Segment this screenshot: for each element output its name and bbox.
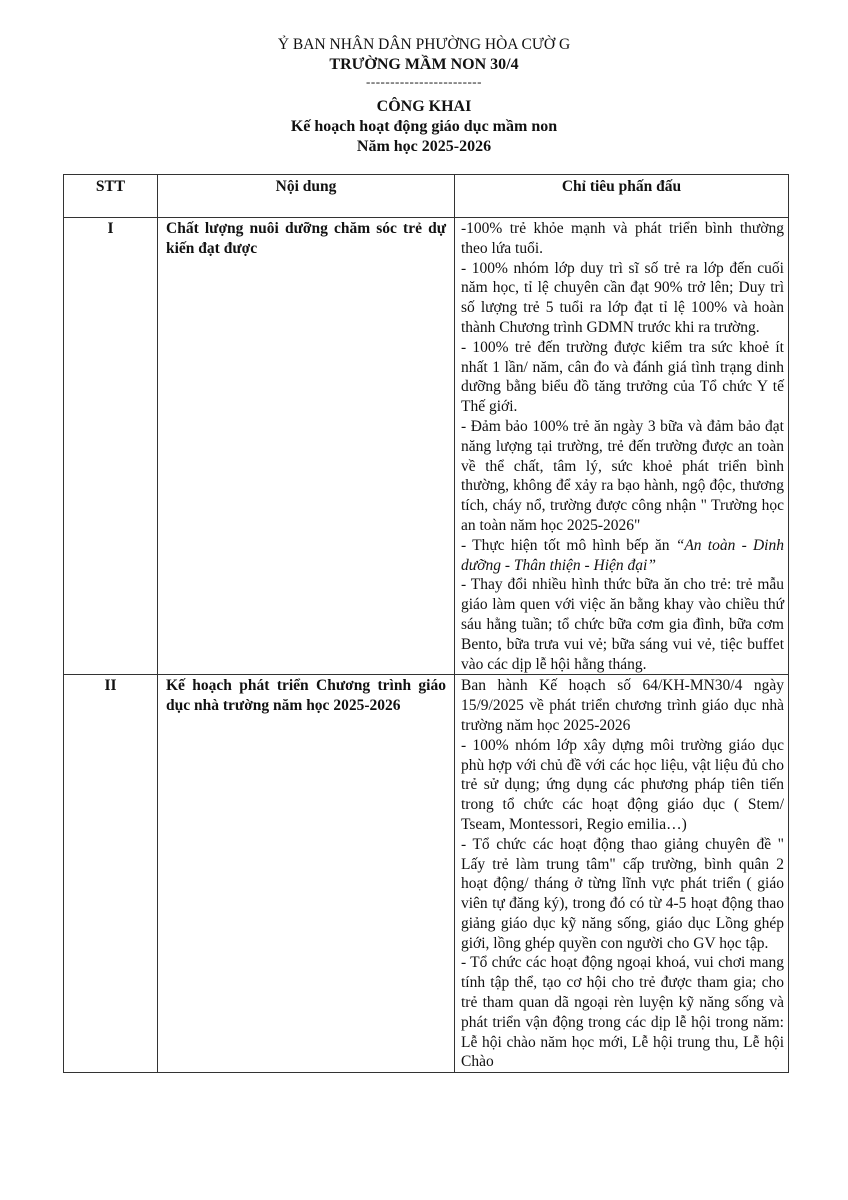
header-targets: Chỉ tiêu phấn đấu — [455, 175, 789, 218]
school-year: Năm học 2025-2026 — [356, 138, 492, 155]
row-content: Chất lượng nuôi dưỡng chăm sóc trẻ dự kiến đạt được — [158, 218, 455, 675]
target-item-kitchen-model — [461, 536, 784, 576]
header-divider: ------------------------ — [366, 74, 482, 89]
target-item: - Tổ chức các hoạt động thao giảng chuyên đề " Lấy trẻ làm trung tâm" cấp trường, bình quân 2 hoạt động/ tháng ở từng lĩnh vực phát triển ( giáo viên tự đăng ký), trong đó có từ 4-5 hoạt động thao giảng giáo dục kỹ năng sống, giáo dục Lồng ghép giới, lồng ghép quyền con người cho GV học tập. — [461, 835, 784, 952]
target-item: - Đảm bảo 100% trẻ ăn ngày 3 bữa và đảm bảo đạt năng lượng tại trường, trẻ đến trường được an toàn về thể chất, tâm lý, sức khoẻ phát triển bình thường, không để xảy ra bạo hành, ngộ độc, thương tích, cháy nổ, trường được công nhận " Trường học an toàn năm học 2025-2026" — [461, 417, 784, 534]
document-title: Kế hoạch hoạt động giáo dục mầm non — [290, 118, 558, 135]
target-item: - 100% nhóm lớp duy trì sĩ số trẻ ra lớp đến cuối năm học, tỉ lệ chuyên cần đạt 90% trở lên; Duy trì số lượng trẻ 5 tuổi ra lớp đạt tỉ lệ 100% và hoàn thành Chương trình GDMN trước khi ra trường. — [461, 259, 784, 336]
row-content: Kế hoạch phát triển Chương trình giáo dục nhà trường năm học 2025-2026 — [158, 675, 455, 1073]
target-item: - Tổ chức các hoạt động ngoại khoá, vui chơi mang tính tập thể, tạo cơ hội cho trẻ được tham gia; cho trẻ tham quan dã ngoại rèn luyện kỹ năng sống và phát triển vận động trong các dịp lễ hội trong năm: Lễ hội chào năm học mới, Lễ hội trung thu, Lễ hội Chào — [461, 954, 784, 1071]
document-header — [0, 35, 848, 157]
announcement-heading: CÔNG KHAI — [376, 98, 472, 115]
row-targets — [455, 218, 789, 675]
row-targets — [455, 675, 789, 1073]
target-item: - 100% nhóm lớp xây dựng môi trường giáo dục phù hợp với chủ đề với các học liệu, vật liệu đủ cho trẻ sử dụng; ứng dụng các phương pháp tiên tiến trong tổ chức các hoạt động giáo dục ( Stem/ Tseam, Montessori, Regio emilia…) — [461, 736, 784, 833]
target-item: -100% trẻ khỏe mạnh và phát triển bình thường theo lứa tuổi. — [461, 220, 784, 257]
committee-name: Ỷ BAN NHÂN DÂN PHƯỜNG HÒA CƯỜ G — [277, 36, 571, 53]
row-number: II — [64, 675, 158, 1073]
header-stt: STT — [64, 175, 158, 218]
table-row — [64, 218, 789, 675]
target-item: - 100% trẻ đến trường được kiểm tra sức khoẻ ít nhất 1 lần/ năm, cân đo và đánh giá tình trạng dinh dưỡng bằng biểu đồ tăng trưởng của Tổ chức Y tế Thế giới. — [461, 338, 784, 416]
kitchen-model-prefix: - Thực hiện tốt mô hình bếp ăn — [461, 536, 676, 554]
target-item: Ban hành Kế hoạch số 64/KH-MN30/4 ngày 15/9/2025 về phát triển chương trình giáo dục nhà trường năm học 2025-2026 — [461, 677, 784, 734]
table-row — [64, 675, 789, 1073]
target-item: - Thay đổi nhiều hình thức bữa ăn cho trẻ: trẻ mẫu giáo làm quen với việc ăn bằng khay vào chiều thứ sáu hằng tuần; tổ chức bữa cơm gia đình, bữa cơm Bento, bữa trưa vui vẻ; bữa sáng vui vẻ, tiệc buffet vào các dịp lễ hội hằng tháng. — [461, 576, 784, 673]
plan-table — [63, 174, 789, 1073]
row-number: I — [64, 218, 158, 675]
table-header-row — [64, 175, 789, 218]
kitchen-model-slogan: “An toàn - Dinh dưỡng - Thân thiện - Hiện đại” — [461, 536, 784, 574]
school-name: TRƯỜNG MẦM NON 30/4 — [329, 56, 519, 73]
header-content: Nội dung — [158, 175, 455, 218]
